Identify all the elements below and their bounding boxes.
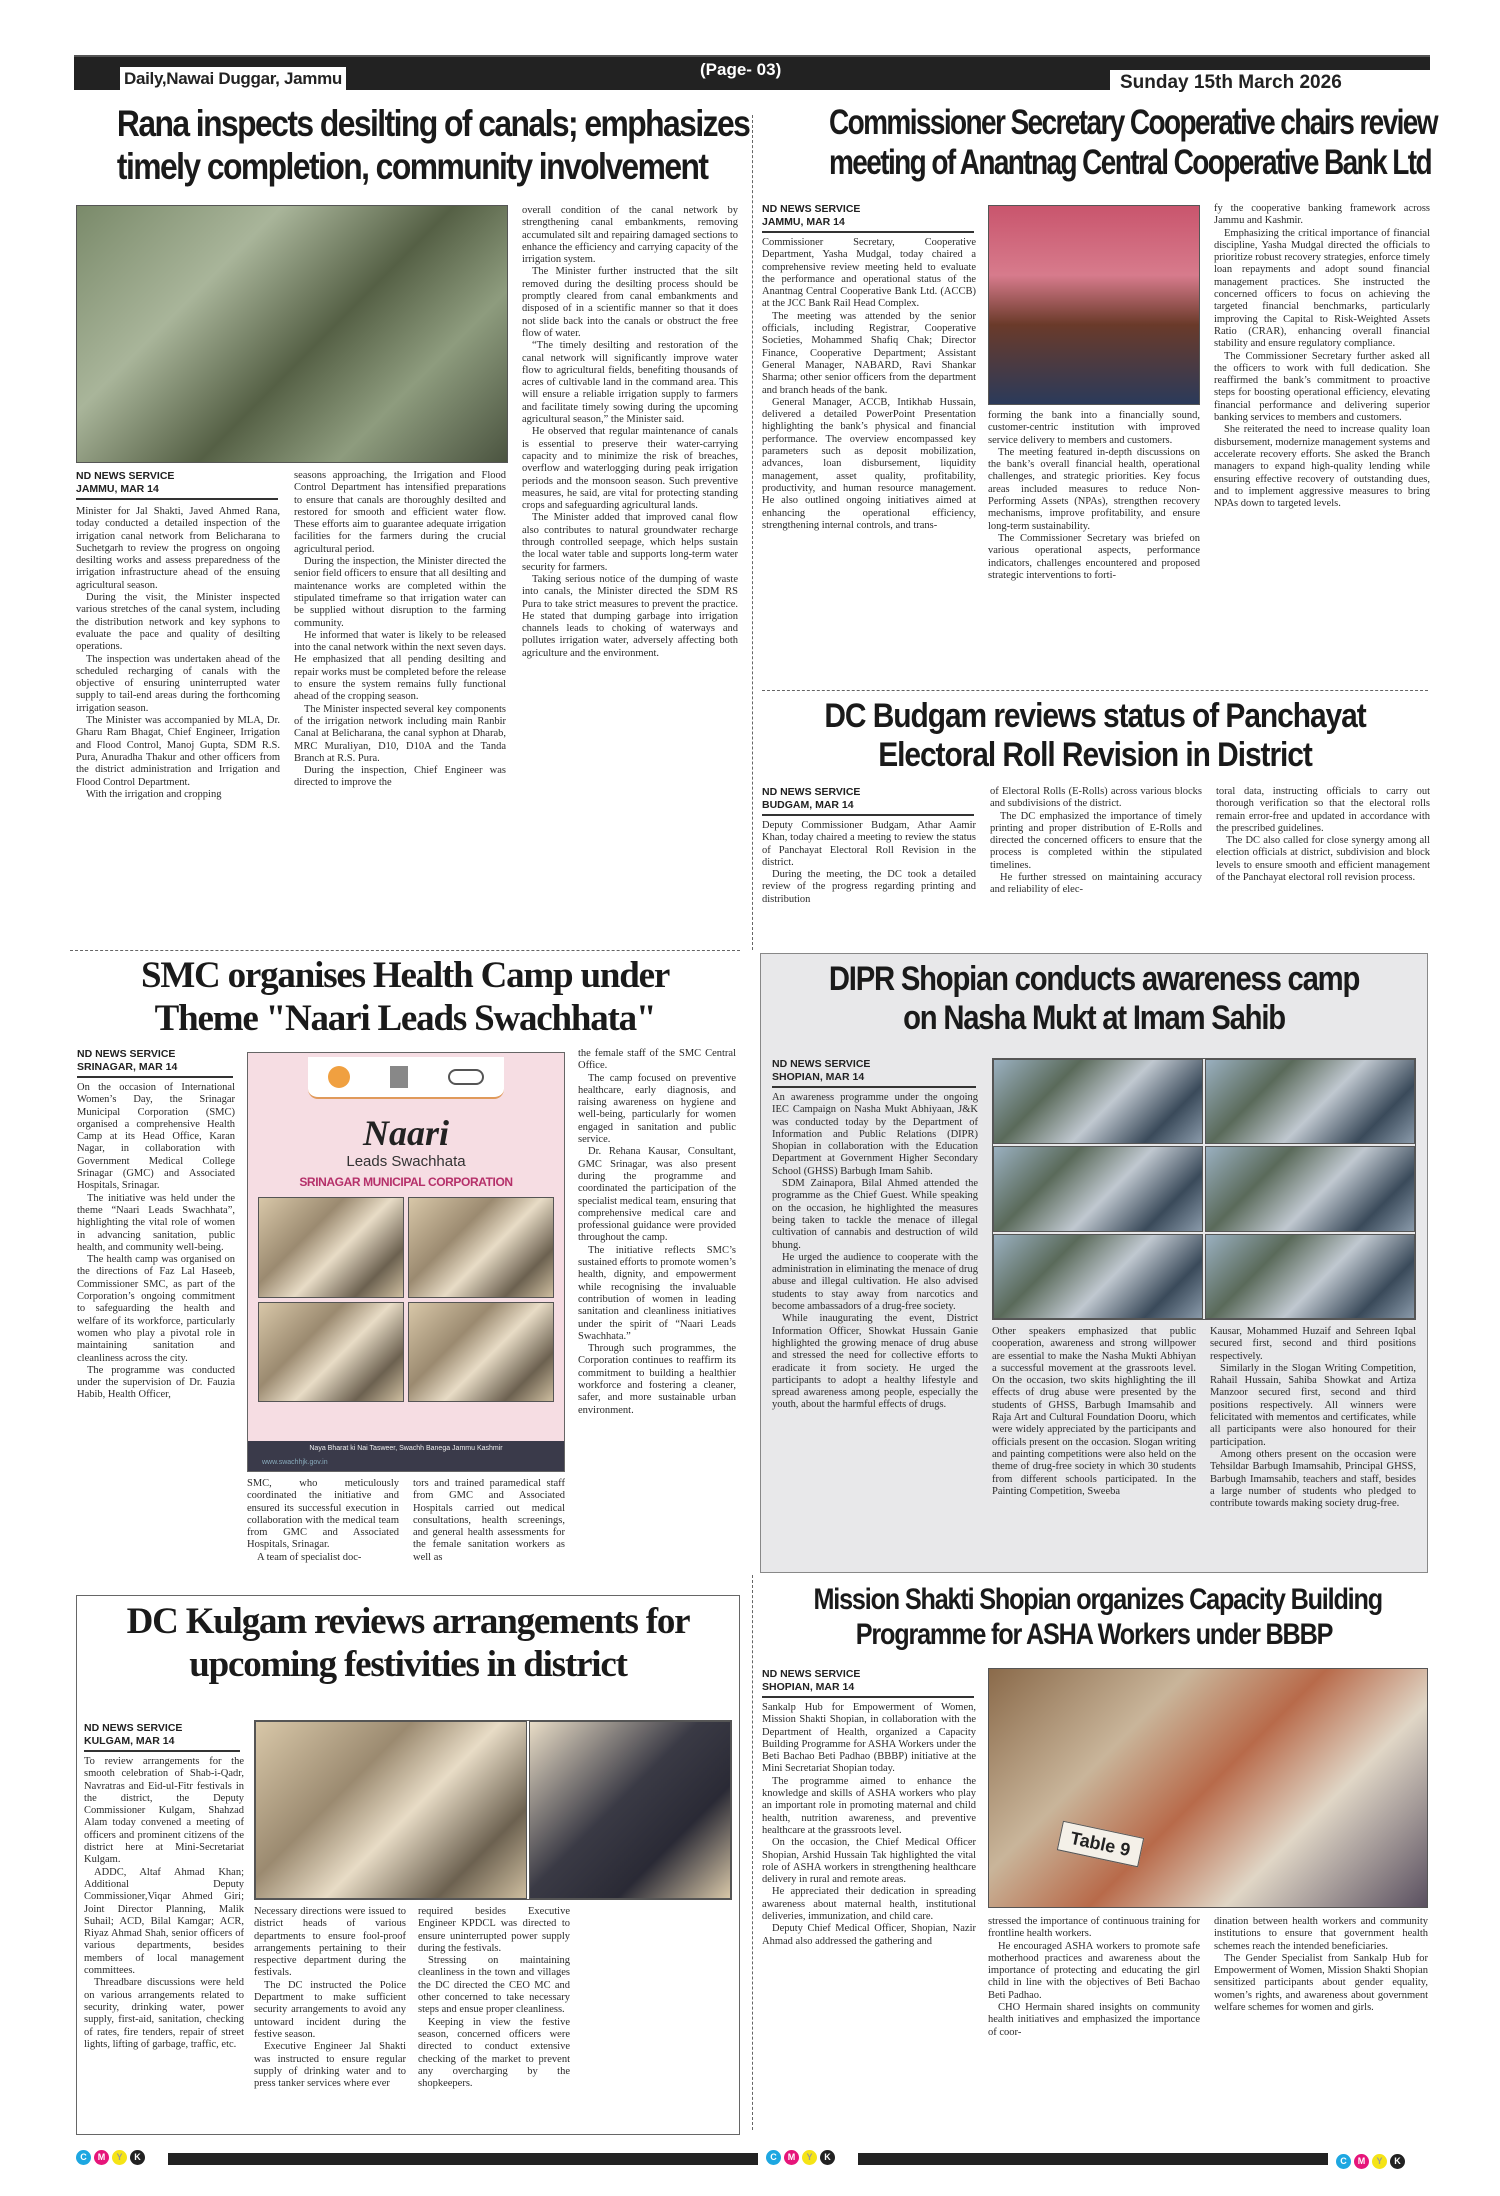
- poster-photo: [258, 1302, 404, 1403]
- cmyk-m-icon: M: [1354, 2154, 1369, 2169]
- article-column: dination between health workers and community institutions to ensure that government health schemes reach the intended beneficiaries. The Gender Specialist from Sankalp Hub for Empowerment of Women, Mission Shakti Shopian sensitized participants about gender equality, women’s rights, and awareness about government welfare schemes for women and girls.: [1214, 1916, 1428, 2014]
- article-column: SMC, who meticulously coordinated the initiative and ensured its successful execution in collaboration with the medical team from GMC and Associated Hospitals, Srinagar. A team of specialist doc-: [247, 1478, 399, 1563]
- article-column: An awareness programme under the ongoing IEC Campaign on Nasha Mukt Abhiyaan, J&K was conducted today by the Department of Information and Public Relations (DIPR) Shopian in collaboration with the Education Department at Government Higher Secondary School (GHSS) Barbugh Imam Sahib. SDM Zainapora, Bilal Ahmed attended the programme as the Chief Guest. While speaking on the occasion, he highlighted the measures being taken to tackle the menace of illegal cultivation of cannabis and destruction of wild bhung. He urged the audience to cooperate with the administration in eliminating the menace of drug abuse and illegal cultivation. He also advised students to stay away from narcotics and become ambassadors of a drug-free society. While inaugurating the event, District Information Officer, Showkat Hussain Ganie highlighted the growing menace of drug abuse and stressed the need for collective efforts to eradicate it from society. He urged the participants to adopt a healthy lifestyle and spread awareness among people, especially the youth, about the harmful effects of drugs.: [772, 1092, 978, 1411]
- article-smc: [70, 955, 740, 1045]
- page-number: (Page- 03): [700, 60, 782, 79]
- article-column: forming the bank into a financially sound, customer-centric institution with improved service delivery to members and customers. The meeting featured in-depth discussions on the bank’s overall financial health, operational challenges, and strategic priorities. Key focus areas included measures to reduce Non-Performing Assets (NPAs), strengthen recovery mechanisms, improve profitability, and ensure long-term sustainability. The Commissioner Secretary was briefed on various operational aspects, performance indicators, challenges encountered and proposed strategic interventions to forti-: [988, 410, 1200, 581]
- article-column: Sankalp Hub for Empowerment of Women, Mission Shakti Shopian, in collaboration with the Department of Health, organized a Capacity Building Programme for ASHA Workers under the Beti Bachao Beti Padhao (BBBP) initiative at the Mini Secretariat Shopian today. The programme aimed to enhance the knowledge and skills of ASHA workers who play an important role in promoting maternal and child health, nutrition awareness, and preventive healthcare at the grassroots level. On the occasion, the Chief Medical Officer Shopian, Arshid Hussain Tak highlighted the vital role of ASHA workers in strengthening healthcare delivery in rural and remote areas. He appreciated their dedication in spreading awareness about maternal health, institutional deliveries, immunization, and child care. Deputy Chief Medical Officer, Shopian, Nazir Ahmad also addressed the gathering and: [762, 1702, 976, 1947]
- article-column: fy the cooperative banking framework across Jammu and Kashmir. Emphasizing the critical importance of financial discipline, Yasha Mudgal directed the officials to prioritize robust recovery strategies, enforce timely loan repayments and adopt sound financial management practices. She instructed the concerned officers to focus on achieving the targeted financial benchmarks, particularly improving the Capital to Risk-Weighted Assets Ratio (CRAR), enhancing overall financial stability and ensure regulatory compliance. The Commissioner Secretary further asked all the officers to work with full dedication. She reaffirmed the bank’s commitment to proactive steps for boosting operational efficiency, elevating financial performance and delivering superior banking services to members and customers. She reiterated the need to increase quality loan disbursement, modernize management systems and accelerate recovery efforts. She asked the Branch managers to expand high-quality lending while ensuring effective recovery of outstanding dues, and to implement aggressive measures to bring NPAs down to targeted levels.: [1214, 203, 1430, 510]
- poster-subtitle: Leads Swachhata: [346, 1153, 466, 1170]
- article-column: seasons approaching, the Irrigation and Flood Control Department has intensified preparations to ensure that canals are thoroughly desilted and restored for smooth and efficient water flow. These efforts aim to guarantee adequate irrigation facilities for the farmers during the crucial agricultural period. During the inspection, the Minister directed the senior field officers to ensure that all desilting and maintenance works are completed within the stipulated timeframe so that irrigation water can be supplied without disruption to the farming community. He informed that water is likely to be released into the canal network within the next seven days. He emphasized that all pending desilting and repair works must be completed before the release to ensure the system remains fully functional ahead of the cropping season. The Minister inspected several key components of the irrigation network including main Ranbir Canal at Belicharana, the canal syphon at Dharab, MRC Muraliyan, D10, D10A and the Tanda Branch at R.S. Pura. During the inspection, Chief Engineer was directed to improve the: [294, 470, 506, 789]
- cmyk-m-icon: M: [94, 2150, 109, 2165]
- column-divider: [752, 115, 753, 950]
- article-photo: [993, 1146, 1203, 1231]
- headline[interactable]: Mission Shakti Shopian organizes Capacity Building Programme for ASHA Workers under BBBP: [813, 1583, 1382, 1651]
- cmyk-y-icon: Y: [112, 2150, 127, 2165]
- article-column: Minister for Jal Shakti, Javed Ahmed Rana, today conducted a detailed inspection of the irrigation canal network from Belicharana to Suchetgarh to review the progress on ongoing desilting works and assess preparedness of the irrigation infrastructure ahead of the ensuing agricultural season. During the visit, the Minister inspected various stretches of the canal system, including the distribution network and key syphons to evaluate the pace and quality of desilting operations. The inspection was undertaken ahead of the scheduled recharging of canals with the objective of ensuring uninterrupted water supply to tail-end areas during the forthcoming irrigation season. The Minister was accompanied by MLA, Dr. Gharu Ram Bhagat, Chief Engineer, Irrigation and Flood Control, Manoj Gupta, SDM R.S. Pura, Anuradha Thakur and other officers from the district administration and Irrigation and Flood Control Department. With the irrigation and cropping: [76, 506, 280, 800]
- article-photo: [1205, 1059, 1415, 1144]
- cmyk-marks: [766, 2150, 835, 2165]
- article-photo: [988, 205, 1200, 405]
- poster-photo: [408, 1302, 554, 1403]
- section-divider: [70, 950, 740, 951]
- article-column: Necessary directions were issued to district heads of various departments to ensure fool-proof arrangements pertaining to their respective department during the festivals. The DC instructed the Police Department to make sufficient security arrangements to avoid any untoward incident during the festive season. Executive Engineer Jal Shakti was instructed to ensure regular supply of drinking water and to press tanker services where ever: [254, 1906, 406, 2090]
- article-column: toral data, instructing officials to carry out thorough verification so that the electoral rolls remain error-free and updated in accordance with the prescribed guidelines. The DC also called for close synergy among all election officials at district, subdivision and block levels to ensure smooth and efficient management of the Panchayat electoral roll revision process.: [1216, 786, 1430, 884]
- article-column: On the occasion of International Women’s Day, the Srinagar Municipal Corporation (SMC) organised a comprehensive Health Camp at its Head Office, Karan Nagar, in collaboration with Government Medical College Srinagar (GMC) and Associated Hospitals, Srinagar. The initiative was held under the theme “Naari Leads Swachhata”, highlighting the vital role of women in advancing sanitation, public health, and community well-being. The health camp was organised on the directions of Faz Lal Haseeb, Commissioner SMC, as part of the Corporation’s ongoing commitment to safeguarding the health and welfare of its workforce, particularly women who play a pivotal role in maintaining sanitation and cleanliness across the city. The programme was conducted under the supervision of Dr. Fauzia Habib, Health Officer,: [77, 1082, 235, 1401]
- cmyk-m-icon: M: [784, 2150, 799, 2165]
- article-column: To review arrangements for the smooth celebration of Shab-i-Qadr, Navratras and Eid-ul-Fitr festivals in the district, the Deputy Commissioner Kulgam, Shahzad Alam today convened a meeting of officers and prominent citizens of the district here at Mini-Secretariat Kulgam. ADDC, Altaf Ahmad Khan; Additional Deputy Commissioner,Viqar Ahmed Giri; Joint Director Planning, Malik Suhail; ACD, Bilal Kamgar; ACR, Riyaz Ahmad Shah, senior officers of various departments, besides members of local management committees. Threadbare discussions were held on various arrangements related to security, drinking water, power supply, first-aid, sanitation, checking of rates, fire tenders, repair of street lights, lifting of garbage, traffic, etc.: [84, 1756, 244, 2050]
- byline: ND NEWS SERVICE BUDGAM, MAR 14: [762, 786, 974, 816]
- poster-tagline: Naya Bharat ki Nai Tasweer, Swachh Banega Jammu Kashmir: [309, 1445, 503, 1452]
- section-divider: [762, 690, 1428, 691]
- article-column: Kausar, Mohammed Huzaif and Sehreen Iqbal secured first, second and third positions respectively. Similarly in the Slogan Writing Competition, Rahail Hussain, Sahiba Showkat and Artiza Manzoor secured first, second and third positions respectively. All winners were felicitated with mementos and certificates, while all participants were also honoured for their participation. Among others present on the occasion were Tehsildar Barbugh Imamsahib, Principal GHSS, Barbugh Imamsahib, teachers and staff, besides a large number of students who pledged to contribute towards making society drug-free.: [1210, 1326, 1416, 1510]
- article-rana: [70, 103, 750, 199]
- poster-photo: [258, 1197, 404, 1298]
- poster-logos: [308, 1057, 504, 1099]
- article-column: Deputy Commissioner Budgam, Athar Aamir Khan, today chaired a meeting to review the status of Panchayat Electoral Roll Revision in the district. During the meeting, the DC took a detailed review of the progress regarding printing and distribution: [762, 820, 976, 905]
- article-budgam: [762, 697, 1428, 783]
- headline[interactable]: DC Kulgam reviews arrangements for upcoming festivities in district: [126, 1601, 690, 1685]
- footer-bar: [168, 2153, 758, 2165]
- article-column: tors and trained paramedical staff from GMC and Associated Hospitals carried out medical consultations, health screenings, and general health assessments for the female sanitation workers as well as: [413, 1478, 565, 1563]
- byline: ND NEWS SERVICE JAMMU, MAR 14: [762, 203, 974, 233]
- headline[interactable]: DC Budgam reviews status of Panchayat Electoral Roll Revision in District: [824, 697, 1366, 775]
- article-photo: [988, 1668, 1428, 1908]
- poster-title: Naari: [362, 1113, 449, 1153]
- byline: ND NEWS SERVICE SRINAGAR, MAR 14: [77, 1048, 233, 1078]
- poster-website: www.swachhjk.gov.in: [262, 1459, 328, 1466]
- article-photo: [529, 1721, 731, 1899]
- headline[interactable]: Commissioner Secretary Cooperative chairs review meeting of Anantnag Central Cooperative Bank Ltd: [829, 103, 1437, 183]
- cmyk-k-icon: K: [820, 2150, 835, 2165]
- article-photo: [993, 1059, 1203, 1144]
- emblem-icon: [390, 1066, 408, 1088]
- article-photo: [1205, 1146, 1415, 1231]
- article-column: Commissioner Secretary, Cooperative Department, Yasha Mudgal, today chaired a comprehensive review meeting held to evaluate the performance and operational status of the Anantnag Central Cooperative Bank Ltd. (ACCB) at the JCC Bank Rail Head Complex. The meeting was attended by the senior officials, including Registrar, Cooperative Societies, Mohammed Shafiq Chak; Director Finance, Cooperative Department; Assistant General Manager, NABARD, Ravi Shankar Sharma; other senior officers from the department and branch heads of the bank. General Manager, ACCB, Intikhab Hussain, delivered a detailed PowerPoint Presentation highlighting the bank’s physical and financial performance. The overview encompassed key parameters such as deposit mobilization, advances, loan disbursement, liquidity management, asset quality, profitability, productivity, and human resource management. He also outlined ongoing initiatives aimed at enhancing the operational efficiency, strengthening internal controls, and trans-: [762, 237, 976, 531]
- cmyk-marks: [1336, 2154, 1405, 2169]
- article-column: the female staff of the SMC Central Office. The camp focused on preventive healthcare, early diagnosis, and raising awareness on hygiene and well-being, particularly for women engaged in sanitation and public service. Dr. Rehana Kausar, Consultant, GMC Srinagar, was also present during the programme and coordinated the participation of the specialist medical team, ensuring that comprehensive medical care and professional guidance were provided throughout the camp. The initiative reflects SMC’s sustained efforts to promote women’s health, dignity, and empowerment while recognising the invaluable contribution of women in leading sanitation and cleanliness initiatives under the spirit of “Naari Leads Swachhata.” Through such programmes, the Corporation continues to reaffirm its commitment to building a healthier workforce and fostering a cleaner, safer, and more sustainable urban environment.: [578, 1048, 736, 1416]
- byline: ND NEWS SERVICE SHOPIAN, MAR 14: [772, 1058, 976, 1088]
- article-photo: [76, 205, 508, 463]
- article-column: of Electoral Rolls (E-Rolls) across various blocks and subdivisions of the district. The DC emphasized the importance of timely printing and proper distribution of E-Rolls and directed the concerned officers to ensure that the process is completed within the stipulated timelines. He further stressed on maintaining accuracy and reliability of elec-: [990, 786, 1202, 896]
- issue-date: Sunday 15th March 2026: [1120, 72, 1342, 93]
- cmyk-k-icon: K: [1390, 2154, 1405, 2169]
- table-sign: Table 9: [1057, 1821, 1144, 1868]
- poster-photo-grid: [258, 1197, 554, 1402]
- poster-photo: [408, 1197, 554, 1298]
- cmyk-k-icon: K: [130, 2150, 145, 2165]
- article-column: overall condition of the canal network by strengthening canal embankments, removing accumulated silt and repairing damaged sections to enhance the efficiency and carrying capacity of the irrigation system. The Minister further instructed that the silt removed during the desilting process should be promptly cleared from canal embankments and disposed of in a scientific manner so that it does not slide back into the canals or obstruct the free flow of water. “The timely desilting and restoration of the canal network will significantly improve water flow to agricultural fields, benefiting thousands of acres of cultivable land in the command area. This will ensure a reliable irrigation supply to farmers and facilitate timely sowing during the upcoming agricultural season,” the Minister said. He observed that regular maintenance of canals is essential to preserve their water-carrying capacity and to minimize the risk of breaches, overflow and waterlogging during peak irrigation periods and the monsoon season. Such preventive measures, he said, are vital for protecting standing crops and safeguarding agricultural lands. The Minister added that improved canal flow also contributes to natural groundwater recharge through controlled seepage, which helps sustain the local water table and supports long-term water security for farmers. Taking serious notice of the dumping of waste into canals, the Minister directed the SDM RS Pura to take strict measures to prevent the practice. He stated that dumping garbage into irrigation channels leads to choking of waterways and pollutes irrigation water, adversely affecting both agriculture and the environment.: [522, 205, 738, 659]
- kulgam-photo-collage: [254, 1720, 732, 1900]
- byline: ND NEWS SERVICE JAMMU, MAR 14: [76, 470, 278, 500]
- article-photo: [993, 1234, 1203, 1319]
- cmyk-c-icon: C: [766, 2150, 781, 2165]
- smc-poster: [247, 1052, 565, 1472]
- poster-footer: [248, 1441, 564, 1471]
- cmyk-c-icon: C: [1336, 2154, 1351, 2169]
- headline[interactable]: SMC organises Health Camp under Theme "Naari Leads Swachhata": [140, 955, 670, 1039]
- byline: ND NEWS SERVICE SHOPIAN, MAR 14: [762, 1668, 974, 1698]
- article-shakti: [760, 1583, 1428, 1663]
- article-photo: [1205, 1234, 1415, 1319]
- paper-name: Daily,Nawai Duggar, Jammu: [120, 67, 346, 90]
- column-divider: [752, 1575, 753, 2130]
- footer-bar: [858, 2153, 1328, 2165]
- article-kulgam-headline-wrap: [76, 1601, 740, 1693]
- cmyk-c-icon: C: [76, 2150, 91, 2165]
- spectacles-logo-icon: [448, 1069, 484, 1085]
- dipr-photo-collage: [992, 1058, 1416, 1320]
- cmyk-y-icon: Y: [802, 2150, 817, 2165]
- byline: ND NEWS SERVICE KULGAM, MAR 14: [84, 1722, 240, 1752]
- headline[interactable]: DIPR Shopian conducts awareness camp on Nasha Mukt at Imam Sahib: [828, 960, 1360, 1038]
- article-column: Other speakers emphasized that public cooperation, awareness and strong willpower are essential to make the Nasha Mukti Abhiyan a successful movement at the grassroots level. On the occasion, two skits highlighting the ill effects of drug abuse were presented by the students of GHSS, Barbugh Imamsahib and Raja Art and Cultural Foundation Dooru, which were widely appreciated by the participants and officials present on the occasion. Slogan writing and painting competitions were also held on the theme of drug-free society in which 30 students from different schools participated. In the Painting Competition, Sweeba: [992, 1326, 1196, 1497]
- article-photo: [255, 1721, 527, 1899]
- article-accb: [760, 103, 1450, 199]
- cmyk-y-icon: Y: [1372, 2154, 1387, 2169]
- article-column: required besides Executive Engineer KPDCL was directed to ensure uninterrupted power supply during the festivals. Stressing on maintaining cleanliness in the town and villages the DC directed the CEO MC and other concerned to take necessary steps and ensue proper cleanliness. Keeping in view the festive season, concerned officers were directed to conduct extensive checking of the market to prevent any overcharging by the shopkeepers.: [418, 1906, 570, 2090]
- cmyk-marks: [76, 2150, 145, 2165]
- article-dipr-headline-wrap: [760, 960, 1428, 1052]
- swachh-bharat-logo-icon: [328, 1066, 350, 1088]
- poster-org: SRINAGAR MUNICIPAL CORPORATION: [299, 1175, 513, 1189]
- article-column: stressed the importance of continuous training for frontline health workers. He encouraged ASHA workers to promote safe motherhood practices and awareness about the importance of protecting and educating the girl child in line with the objectives of Beti Bachao Beti Padhao. CHO Hermain shared insights on community health initiatives and emphasized the importance of coor-: [988, 1916, 1200, 2038]
- headline[interactable]: Rana inspects desilting of canals; emphasizes timely completion, community involvement: [116, 103, 750, 187]
